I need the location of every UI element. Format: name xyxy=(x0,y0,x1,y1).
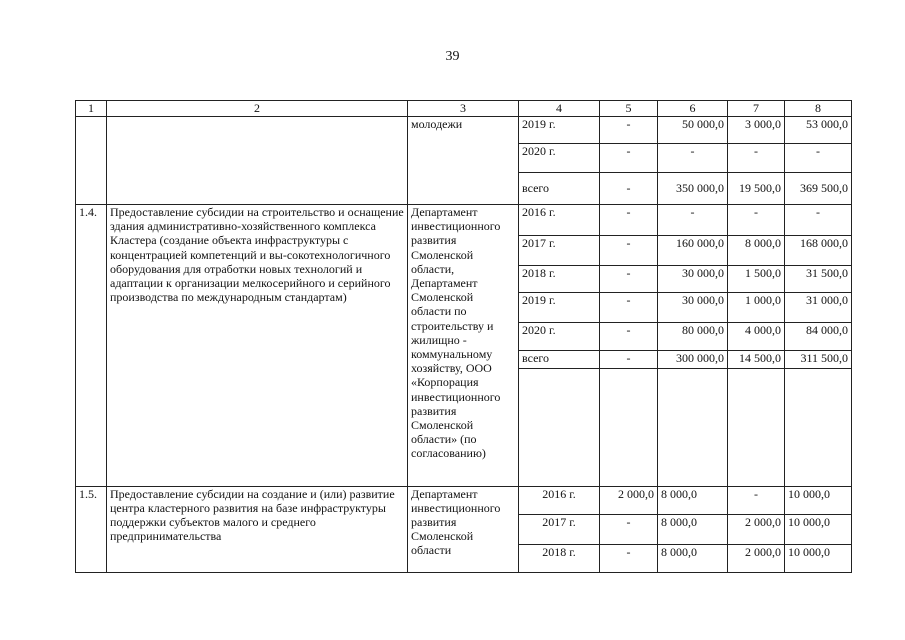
year-cell: 2017 г. xyxy=(519,235,600,265)
page-number: 39 xyxy=(445,49,460,64)
value-col8: 10 000,0 xyxy=(785,486,852,515)
value-col5: - xyxy=(600,235,658,265)
value-col7: 14 500,0 xyxy=(728,350,785,369)
value-col8: 10 000,0 xyxy=(785,545,852,573)
item-executor: Департамент инвестиционного развития Смоленской области, Департамент Смоленской области по строительству и жилищно - коммунальному хозяйству, ООО «Корпорация инвестиционного развития Смоленской области» (по согласованию) xyxy=(408,205,519,487)
value-col6: 30 000,0 xyxy=(658,293,728,323)
col-header-6: 6 xyxy=(658,101,728,117)
value-col7: 19 500,0 xyxy=(728,173,785,205)
col-header-5: 5 xyxy=(600,101,658,117)
year-cell: 2020 г. xyxy=(519,144,600,173)
col-header-2: 2 xyxy=(107,101,408,117)
year-cell: 2019 г. xyxy=(519,116,600,144)
header-row xyxy=(76,101,852,117)
item-name: Предоставление субсидии на строительство и оснащение здания административно-хозяйственного комплекса Кластера (создание объекта инфраструктуры с концентрацией компетенций и вы-сокотехнологичного оборудования для отработки новых технологий и адаптации к организации мелкосерийного и серийного производства по международным стандартам) xyxy=(107,205,408,487)
value-col7: - xyxy=(728,144,785,173)
cont-name-cell xyxy=(107,116,408,204)
value-col6: - xyxy=(658,144,728,173)
value-col7: - xyxy=(728,486,785,515)
value-col6: 8 000,0 xyxy=(658,486,728,515)
blank-cell xyxy=(600,369,658,486)
value-col8: - xyxy=(785,205,852,236)
col-header-1: 1 xyxy=(76,101,107,117)
value-col6: 80 000,0 xyxy=(658,323,728,351)
value-col7: 2 000,0 xyxy=(728,545,785,573)
value-col6: 300 000,0 xyxy=(658,350,728,369)
table-row xyxy=(76,205,852,236)
item-executor: Департамент инвестиционного развития Смоленской области xyxy=(408,486,519,572)
blank-cell xyxy=(785,369,852,486)
item-number: 1.5. xyxy=(76,486,107,572)
table-row xyxy=(76,486,852,515)
year-cell: 2018 г. xyxy=(519,265,600,293)
year-cell: 2017 г. xyxy=(519,515,600,545)
value-col8: 31 000,0 xyxy=(785,293,852,323)
year-cell: 2019 г. xyxy=(519,293,600,323)
item-number: 1.4. xyxy=(76,205,107,487)
value-col8: - xyxy=(785,144,852,173)
col-header-7: 7 xyxy=(728,101,785,117)
value-col7: 1 500,0 xyxy=(728,265,785,293)
blank-cell xyxy=(658,369,728,486)
value-col5: - xyxy=(600,205,658,236)
value-col5: - xyxy=(600,173,658,205)
value-col6: 30 000,0 xyxy=(658,265,728,293)
value-col8: 31 500,0 xyxy=(785,265,852,293)
value-col8: 84 000,0 xyxy=(785,323,852,351)
value-col7: - xyxy=(728,205,785,236)
value-col5: 2 000,0 xyxy=(600,486,658,515)
cont-executor: молодежи xyxy=(408,116,519,204)
year-cell: 2020 г. xyxy=(519,323,600,351)
cont-num-cell xyxy=(76,116,107,204)
value-col7: 1 000,0 xyxy=(728,293,785,323)
year-cell: всего xyxy=(519,173,600,205)
budget-table xyxy=(75,100,852,573)
value-col8: 10 000,0 xyxy=(785,515,852,545)
year-cell: всего xyxy=(519,350,600,369)
year-cell: 2016 г. xyxy=(519,486,600,515)
value-col5: - xyxy=(600,323,658,351)
table-row xyxy=(76,116,852,144)
value-col6: 8 000,0 xyxy=(658,545,728,573)
value-col8: 53 000,0 xyxy=(785,116,852,144)
value-col6: 8 000,0 xyxy=(658,515,728,545)
value-col6: - xyxy=(658,205,728,236)
col-header-8: 8 xyxy=(785,101,852,117)
value-col5: - xyxy=(600,265,658,293)
year-cell: 2018 г. xyxy=(519,545,600,573)
value-col6: 50 000,0 xyxy=(658,116,728,144)
value-col6: 160 000,0 xyxy=(658,235,728,265)
value-col7: 8 000,0 xyxy=(728,235,785,265)
value-col5: - xyxy=(600,515,658,545)
year-cell: 2016 г. xyxy=(519,205,600,236)
value-col7: 3 000,0 xyxy=(728,116,785,144)
value-col5: - xyxy=(600,350,658,369)
item-name: Предоставление субсидии на создание и (или) развитие центра кластерного развития на базе инфраструктуры поддержки субъектов малого и среднего предпринимательства xyxy=(107,486,408,572)
value-col7: 2 000,0 xyxy=(728,515,785,545)
blank-cell xyxy=(728,369,785,486)
value-col5: - xyxy=(600,144,658,173)
value-col8: 311 500,0 xyxy=(785,350,852,369)
value-col5: - xyxy=(600,293,658,323)
value-col7: 4 000,0 xyxy=(728,323,785,351)
blank-cell xyxy=(519,369,600,486)
value-col8: 369 500,0 xyxy=(785,173,852,205)
value-col8: 168 000,0 xyxy=(785,235,852,265)
value-col5: - xyxy=(600,545,658,573)
value-col5: - xyxy=(600,116,658,144)
col-header-4: 4 xyxy=(519,101,600,117)
col-header-3: 3 xyxy=(408,101,519,117)
value-col6: 350 000,0 xyxy=(658,173,728,205)
